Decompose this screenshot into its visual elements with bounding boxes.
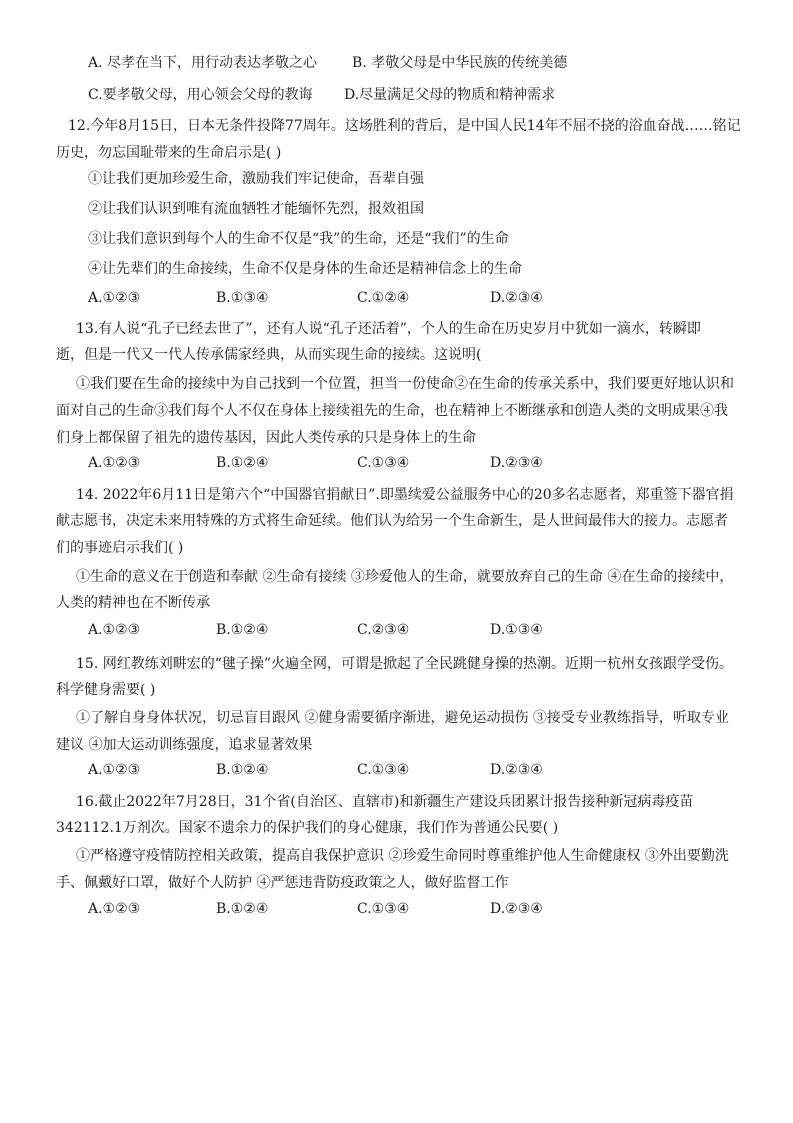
q14-option-a: A.①②③ xyxy=(88,622,141,638)
q12-item-1: ①让我们更加珍爱生命，激励我们牢记使命，吾辈自强 xyxy=(88,171,424,187)
q15-item-line-1: ①了解自身身体状况，切忌盲目跟风 ②健身需要循序渐进，避免运动损伤 ③接受专业教练指导，听取专业 xyxy=(76,710,729,726)
q12-option-c: C.①②④ xyxy=(357,290,410,306)
q14-option-b: B.①②④ xyxy=(216,622,269,638)
q16-stem-line-1: 16.截止2022年7月28日，31个省(自治区、直辖市)和新疆生产建设兵团累计报告接种新冠病毒疫苗 xyxy=(76,794,694,810)
q16-option-d: D.②③④ xyxy=(490,901,543,917)
q13-option-d: D.②③④ xyxy=(490,455,543,471)
q16-option-b: B.①②④ xyxy=(216,901,269,917)
q13-option-b: B.①②④ xyxy=(216,455,269,471)
q14-stem-line-3: 们的事迹启示我们( ) xyxy=(56,540,184,556)
q12-item-3: ③让我们意识到每个人的生命不仅是“我”的生命，还是“我们”的生命 xyxy=(88,231,509,247)
q15-stem-line-1: 15. 网红教练刘畊宏的“毽子操”火遍全网，可谓是掀起了全民跳健身操的热潮。近期一杭州女孩跟学受伤。 xyxy=(76,656,734,672)
q12-stem-line-2: 历史，勿忘国耻带来的生命启示是( ) xyxy=(56,145,282,161)
q16-item-line-2: 手、佩戴好口罩，做好个人防护 ④严惩违背防疫政策之人，做好监督工作 xyxy=(56,875,509,891)
q14-item-line-2: 人类的精神也在不断传承 xyxy=(56,595,210,611)
q15-option-a: A.①②③ xyxy=(88,762,141,778)
q15-option-c: C.①③④ xyxy=(357,762,410,778)
q14-stem-line-1: 14. 2022年6月11日是第六个“中国器官捐献日”.即墨续爱公益服务中心的20多名志愿者，郑重签下器官捐 xyxy=(76,487,734,503)
q14-item-line-1: ①生命的意义在于创造和奉献 ②生命有接续 ③珍爱他人的生命，就要放弃自己的生命 ④在生命的接续中， xyxy=(76,569,734,585)
q12-option-d: D.②③④ xyxy=(490,290,543,306)
q11-option-a: A. 尽孝在当下，用行动表达孝敬之心 xyxy=(88,55,318,71)
q13-stem-line-1: 13.有人说“孔子已经去世了”，还有人说“孔子还活着”，个人的生命在历史岁月中犹如一滴水，转瞬即 xyxy=(76,321,701,337)
q14-option-d: D.①③④ xyxy=(490,622,543,638)
q11-option-d: D.尽量满足父母的物质和精神需求 xyxy=(344,87,556,103)
q15-option-d: D.②③④ xyxy=(490,762,543,778)
q13-option-a: A.①②③ xyxy=(88,455,141,471)
q13-option-c: C.①③④ xyxy=(357,455,410,471)
q12-item-4: ④让先辈们的生命接续，生命不仅是身体的生命还是精神信念上的生命 xyxy=(88,261,522,277)
q13-stem-line-2: 逝，但是一代又一代人传承儒家经典，从而实现生命的接续。这说明( xyxy=(56,347,482,363)
q14-option-c: C.②③④ xyxy=(357,622,410,638)
q14-stem-line-2: 献志愿书，决定未来用特殊的方式将生命延续。他们认为给另一个生命新生，是人世间最伟大的接力。志愿者 xyxy=(56,513,728,529)
q12-item-2: ②让我们认识到唯有流血牺牲才能缅怀先烈，报效祖国 xyxy=(88,201,424,217)
q16-option-a: A.①②③ xyxy=(88,901,141,917)
q13-item-line-3: 们身上都保留了祖先的遗传基因，因此人类传承的只是身体上的生命 xyxy=(56,430,476,446)
q13-item-line-2: 面对自己的生命③我们每个人不仅在身体上接续祖先的生命，也在精神上不断继承和创造人类的文明成果④我 xyxy=(56,403,728,419)
q11-option-c: C.要孝敬父母，用心领会父母的教诲 xyxy=(88,87,313,103)
q13-item-line-1: ①我们要在生命的接续中为自己找到一个位置，担当一份使命②在生命的传承关系中，我们要更好地认识和 xyxy=(76,376,734,392)
q15-item-line-2: 建议 ④加大运动训练强度，追求显著效果 xyxy=(56,737,313,753)
q15-option-b: B.①②④ xyxy=(216,762,269,778)
q16-stem-line-2: 342112.1万剂次。国家不遗余力的保护我们的身心健康，我们作为普通公民要( ) xyxy=(56,820,559,836)
q15-stem-line-2: 科学健身需要( ) xyxy=(56,682,156,698)
q16-item-line-1: ①严格遵守疫情防控相关政策，提高自我保护意识 ②珍爱生命同时尊重维护他人生命健康权 ③外出要勤洗 xyxy=(76,848,729,864)
q12-option-b: B.①③④ xyxy=(216,290,269,306)
q12-stem-line-1: 12.今年8月15日，日本无条件投降77周年。这场胜利的背后，是中国人民14年不屈不挠的浴血奋战……铭记 xyxy=(68,118,741,134)
q16-option-c: C.①③④ xyxy=(357,901,410,917)
q11-option-b: B. 孝敬父母是中华民族的传统美德 xyxy=(352,55,568,71)
q12-option-a: A.①②③ xyxy=(88,290,141,306)
